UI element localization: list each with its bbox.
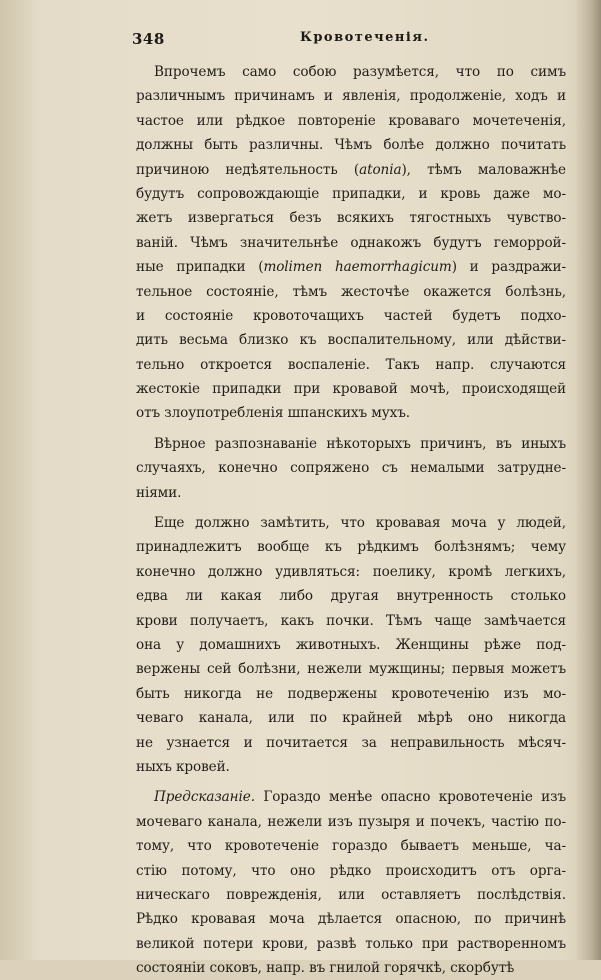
page-number: 348: [132, 30, 165, 48]
text-line: стію потому, что оно рѣдко происходитъ отъ орга-: [136, 862, 566, 879]
text-line: должны быть различны. Чѣмъ болѣе должно почитать: [136, 137, 566, 154]
text-line: Рѣдко кровавая моча дѣлается опасною, по причинѣ: [136, 911, 566, 928]
running-title: Кровотеченія.: [300, 30, 430, 45]
text-line: состояніи соковъ, напр. въ гнилой горячкѣ, скорбутѣ: [136, 960, 515, 977]
text-line: причиною недѣятельность (atonia), тѣмъ маловажнѣе: [136, 161, 566, 178]
text-line: дить весьма близко къ воспалительному, или дѣйстви-: [136, 332, 566, 349]
text-line: быть никогда не подвержены кровотеченію изъ мо-: [136, 685, 566, 702]
text-line: частое или рѣдкое повтореніе кроваваго мочетеченія,: [136, 112, 566, 129]
text-line: она у домашнихъ животныхъ. Женщины рѣже под-: [136, 636, 566, 653]
text-line: вержены сей болѣзни, нежели мужщины; первыя можетъ: [136, 661, 566, 678]
page-binding-shadow: [575, 0, 601, 960]
text-line: принадлежитъ вообще къ рѣдкимъ болѣзнямъ; чему: [136, 539, 566, 556]
text-line: мочеваго канала, нежели изъ пузыря и почекъ, частію по-: [136, 813, 566, 830]
paragraph: [136, 505, 566, 779]
text-line: тельно откроется воспаленіе. Такъ напр. случаются: [136, 356, 566, 373]
text-line: тельное состояніе, тѣмъ жесточѣе окажется болѣзнь,: [136, 283, 566, 300]
text-line: Еще должно замѣтить, что кровавая моча у людей,: [154, 515, 566, 532]
text-line: ныхъ кровей.: [136, 758, 230, 775]
text-line: Впрочемъ само собою разумѣется, что по симъ: [154, 64, 566, 80]
text-line: случаяхъ, конечно сопряжено съ немалыми затрудне-: [136, 460, 566, 477]
text-line: и состояніе кровоточащихъ частей будетъ подхо-: [136, 307, 566, 324]
body-text: [136, 60, 566, 980]
text-line: не узнается и почитается за неправильность мѣсяч-: [136, 734, 566, 751]
text-line: чеваго канала, или по крайней мѣрѣ оно никогда: [136, 710, 566, 727]
paragraph: [136, 779, 566, 980]
text-line: будутъ сопровождающіе припадки, и кровь даже мо-: [136, 185, 566, 202]
paragraph: [136, 60, 566, 426]
text-line: жетъ извергаться безъ всякихъ тягостныхъ чувство-: [136, 210, 566, 227]
text-line: конечно должно удивляться: поелику, кромѣ легкихъ,: [136, 563, 566, 580]
text-line: Предсказаніе. Гораздо менѣе опасно кровотеченіе изъ: [154, 789, 566, 806]
text-line: крови получаетъ, какъ почки. Тѣмъ чаще замѣчается: [136, 612, 566, 629]
text-line: ваній. Чѣмъ значительнѣе однакожъ будутъ геморрой-: [136, 234, 566, 251]
text-line: ническаго поврежденія, или оставляетъ послѣдствія.: [136, 886, 566, 903]
text-line: жестокіе припадки при кровавой мочѣ, происходящей: [136, 381, 566, 398]
text-line: ные припадки (molimen haemorrhagicum) и раздражи-: [136, 259, 566, 276]
text-line: Вѣрное разпознаваніе нѣкоторыхъ причинъ, въ иныхъ: [154, 435, 566, 452]
paragraph: [136, 426, 566, 505]
page-header: [132, 30, 572, 52]
text-line: великой потери крови, развѣ только при растворенномъ: [136, 935, 566, 952]
text-line: тому, что кровотеченіе гораздо бываетъ меньше, ча-: [136, 838, 566, 855]
text-line: ніями.: [136, 484, 182, 501]
text-line: различнымъ причинамъ и явленія, продолженіе, ходъ и: [136, 88, 566, 105]
text-line: едва ли какая либо другая внутренность столько: [136, 588, 566, 605]
text-line: отъ злоупотребленія шпанскихъ мухъ.: [136, 405, 410, 422]
